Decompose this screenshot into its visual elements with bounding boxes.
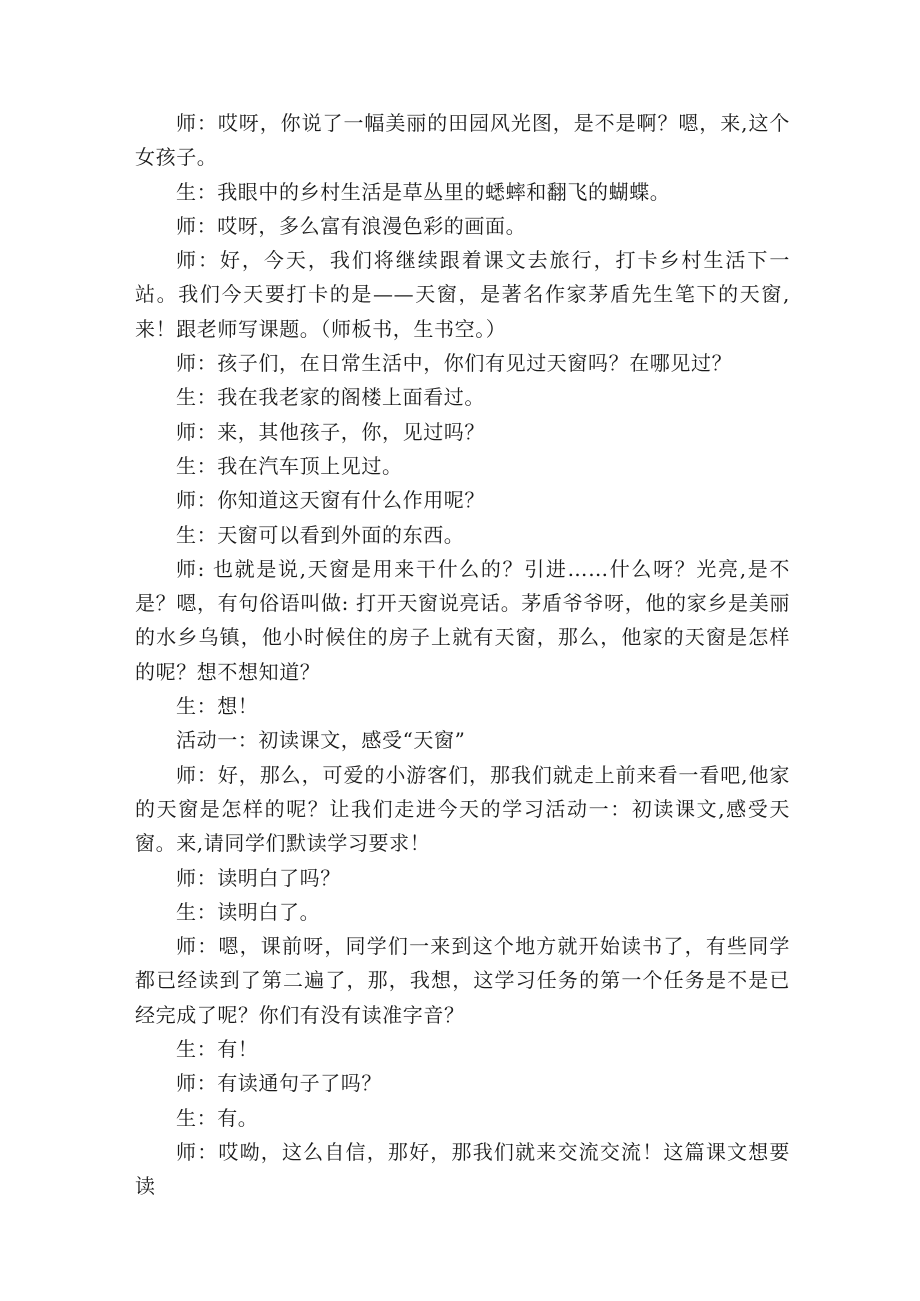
paragraph: 师：有读通句子了吗？ (176, 1071, 382, 1096)
paragraph: 师：好，今天，我们将继续跟着课文去旅行，打卡乡村生活下一站。我们今天要打卡的是——天窗，是著名作家茅盾先生笔下的天窗,来！跟老师写课题。（师板书，生书空。） (135, 248, 790, 341)
paragraph: 师：哎呀，你说了一幅美丽的田园风光图，是不是啊？嗯，来,这个女孩子。 (135, 111, 790, 170)
paragraph: 师：来，其他孩子，你，见过吗？ (176, 419, 485, 444)
document-body (135, 106, 790, 1204)
paragraph: 生：我在汽车顶上见过。 (176, 453, 403, 478)
paragraph: 师：你知道这天窗有什么作用呢？ (176, 488, 485, 513)
paragraph: 师：哎呀，多么富有浪漫色彩的画面。 (176, 213, 527, 238)
paragraph: 师: 也就是说,天窗是用来干什么的？引进……什么呀？光亮,是不是？嗯，有句俗语叫做: 打开天窗说亮话。茅盾爷爷呀，他的家乡是美丽的水乡乌镇，他小时候住的房子上就有天窗，那么，他家的天窗是怎样的呢？想不想知道？ (135, 556, 790, 684)
paragraph: 生：天窗可以看到外面的东西。 (176, 522, 465, 547)
paragraph: 师：哎呦，这么自信，那好，那我们就来交流交流！这篇课文想要读 (135, 1139, 790, 1199)
paragraph: 师：孩子们，在日常生活中，你们有见过天窗吗？在哪见过？ (176, 351, 733, 376)
paragraph: 师：读明白了吗？ (176, 865, 341, 890)
paragraph: 师：嗯，课前呀，同学们一来到这个地方就开始读书了，有些同学都已经读到了第二遍了，那，我想，这学习任务的第一个任务是不是已经完成了呢？你们有没有读准字音？ (135, 934, 790, 1027)
paragraph: 师：好，那么，可爱的小游客们，那我们就走上前来看一看吧,他家的天窗是怎样的呢？让我们走进今天的学习活动一：初读课文,感受天窗。来,请同学们默读学习要求！ (135, 762, 790, 856)
paragraph: 生：想！ (176, 694, 259, 719)
paragraph: 生：读明白了。 (176, 899, 321, 924)
paragraph: 生：有！ (176, 1037, 259, 1062)
section-heading: 活动一：初读课文，感受“天窗” (176, 728, 466, 753)
paragraph: 生：有。 (176, 1105, 259, 1130)
paragraph: 生：我眼中的乡村生活是草丛里的蟋蟀和翻飞的蝴蝶。 (176, 179, 671, 204)
paragraph: 生：我在我老家的阁楼上面看过。 (176, 385, 485, 410)
